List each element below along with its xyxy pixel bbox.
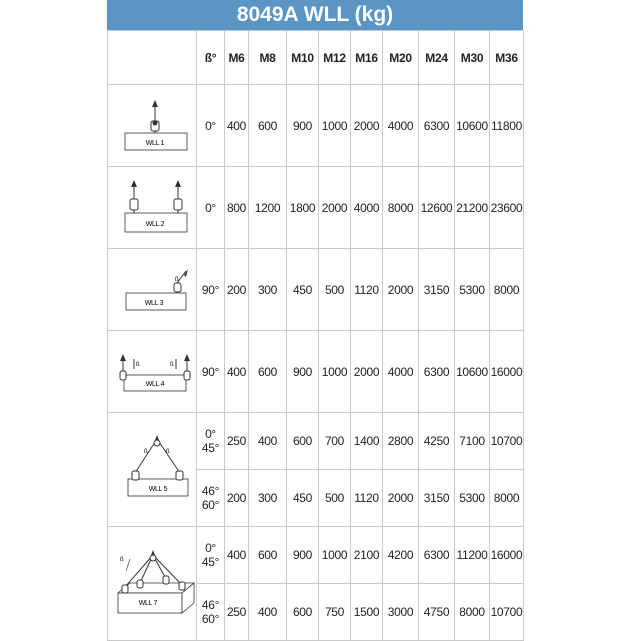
value-cell: 200 — [225, 470, 249, 527]
beta-cell: 0° — [197, 167, 225, 249]
value-cell: 600 — [249, 527, 287, 584]
value-cell: 10700 — [490, 584, 524, 641]
header-size: M8 — [249, 31, 287, 85]
value-cell: 11200 — [455, 527, 490, 584]
value-cell: 900 — [287, 527, 319, 584]
header-blank — [108, 31, 197, 85]
value-cell: 7100 — [455, 413, 490, 470]
value-cell: 500 — [319, 470, 351, 527]
beta-mark: ß — [175, 277, 179, 283]
beta-cell: 0° — [197, 85, 225, 167]
value-cell: 5300 — [455, 249, 490, 331]
value-cell: 12600 — [419, 167, 455, 249]
value-cell: 16000 — [490, 331, 524, 413]
header-size: M36 — [490, 31, 524, 85]
value-cell: 8000 — [383, 167, 419, 249]
value-cell: 600 — [287, 584, 319, 641]
header-size: M6 — [225, 31, 249, 85]
value-cell: 500 — [319, 249, 351, 331]
value-cell: 250 — [225, 413, 249, 470]
diagram-label: WLL 2 — [145, 221, 165, 228]
value-cell: 700 — [319, 413, 351, 470]
beta-cell: 90° — [197, 331, 225, 413]
beta-min: 0° — [205, 541, 216, 555]
value-cell: 250 — [225, 584, 249, 641]
wll-table — [107, 30, 524, 641]
diagram-wll-4 — [108, 331, 197, 413]
value-cell: 1800 — [287, 167, 319, 249]
beta-mark: ß — [136, 362, 140, 368]
table-title: 8049A WLL (kg) — [107, 0, 523, 30]
beta-min: 46° — [201, 484, 220, 498]
diagram-wll-2 — [108, 167, 197, 249]
value-cell: 900 — [287, 331, 319, 413]
value-cell: 300 — [249, 470, 287, 527]
value-cell: 3000 — [383, 584, 419, 641]
value-cell: 200 — [225, 249, 249, 331]
header-row — [108, 31, 524, 85]
value-cell: 8000 — [455, 584, 490, 641]
value-cell: 10600 — [455, 85, 490, 167]
value-cell: 1120 — [351, 249, 383, 331]
value-cell: 16000 — [490, 527, 524, 584]
value-cell: 1000 — [319, 331, 351, 413]
value-cell: 400 — [249, 584, 287, 641]
beta-mark: ß — [166, 449, 170, 455]
value-cell: 8000 — [490, 249, 524, 331]
diagram-wll-3 — [108, 249, 197, 331]
value-cell: 1120 — [351, 470, 383, 527]
value-cell: 4200 — [383, 527, 419, 584]
beta-cell — [197, 470, 225, 527]
header-size: M12 — [319, 31, 351, 85]
value-cell: 2000 — [351, 85, 383, 167]
header-size: M30 — [455, 31, 490, 85]
header-size: M10 — [287, 31, 319, 85]
value-cell: 1200 — [249, 167, 287, 249]
value-cell: 6300 — [419, 85, 455, 167]
beta-mark: ß — [170, 362, 174, 368]
value-cell: 4000 — [383, 331, 419, 413]
value-cell: 4750 — [419, 584, 455, 641]
header-beta: ß° — [197, 31, 225, 85]
table-row — [108, 85, 524, 167]
beta-mark: ß — [144, 449, 148, 455]
beta-cell — [197, 527, 225, 584]
value-cell: 750 — [319, 584, 351, 641]
value-cell: 3150 — [419, 470, 455, 527]
diagram-label: WLL 1 — [145, 140, 165, 147]
value-cell: 21200 — [455, 167, 490, 249]
beta-max: 45° — [201, 555, 220, 569]
value-cell: 900 — [287, 85, 319, 167]
beta-cell: 90° — [197, 249, 225, 331]
table-row — [108, 527, 524, 584]
diagram-label: WLL 4 — [145, 381, 165, 388]
diagram-wll-5 — [108, 413, 197, 527]
value-cell: 400 — [225, 85, 249, 167]
diagram-label: WLL 5 — [148, 486, 168, 493]
beta-cell — [197, 584, 225, 641]
diagram-label: WLL 3 — [144, 300, 164, 307]
value-cell: 3150 — [419, 249, 455, 331]
value-cell: 2000 — [319, 167, 351, 249]
table-row — [108, 167, 524, 249]
value-cell: 450 — [287, 249, 319, 331]
beta-min: 46° — [201, 598, 220, 612]
beta-max: 60° — [201, 498, 220, 512]
beta-max: 45° — [201, 441, 220, 455]
value-cell: 800 — [225, 167, 249, 249]
value-cell: 600 — [249, 331, 287, 413]
value-cell: 5300 — [455, 470, 490, 527]
beta-max: 60° — [201, 612, 220, 626]
header-size: M16 — [351, 31, 383, 85]
value-cell: 300 — [249, 249, 287, 331]
header-size: M20 — [383, 31, 419, 85]
value-cell: 10700 — [490, 413, 524, 470]
beta-min: 0° — [205, 427, 216, 441]
value-cell: 400 — [225, 527, 249, 584]
header-size: M24 — [419, 31, 455, 85]
value-cell: 2000 — [351, 331, 383, 413]
table-row — [108, 331, 524, 413]
value-cell: 600 — [287, 413, 319, 470]
value-cell: 23600 — [490, 167, 524, 249]
value-cell: 1000 — [319, 85, 351, 167]
value-cell: 6300 — [419, 527, 455, 584]
beta-cell — [197, 413, 225, 470]
value-cell: 600 — [249, 85, 287, 167]
value-cell: 8000 — [490, 470, 524, 527]
value-cell: 1500 — [351, 584, 383, 641]
table-row — [108, 413, 524, 470]
value-cell: 2000 — [383, 249, 419, 331]
diagram-wll-1 — [108, 85, 197, 167]
value-cell: 2000 — [383, 470, 419, 527]
value-cell: 450 — [287, 470, 319, 527]
value-cell: 400 — [249, 413, 287, 470]
value-cell: 2100 — [351, 527, 383, 584]
value-cell: 2800 — [383, 413, 419, 470]
table-row — [108, 249, 524, 331]
diagram-label: WLL 7 — [138, 600, 158, 607]
value-cell: 4000 — [383, 85, 419, 167]
value-cell: 4000 — [351, 167, 383, 249]
value-cell: 11800 — [490, 85, 524, 167]
value-cell: 10600 — [455, 331, 490, 413]
value-cell: 1000 — [319, 527, 351, 584]
value-cell: 4250 — [419, 413, 455, 470]
value-cell: 1400 — [351, 413, 383, 470]
value-cell: 400 — [225, 331, 249, 413]
beta-mark: ß — [120, 557, 124, 563]
value-cell: 6300 — [419, 331, 455, 413]
diagram-wll-7 — [108, 527, 197, 641]
